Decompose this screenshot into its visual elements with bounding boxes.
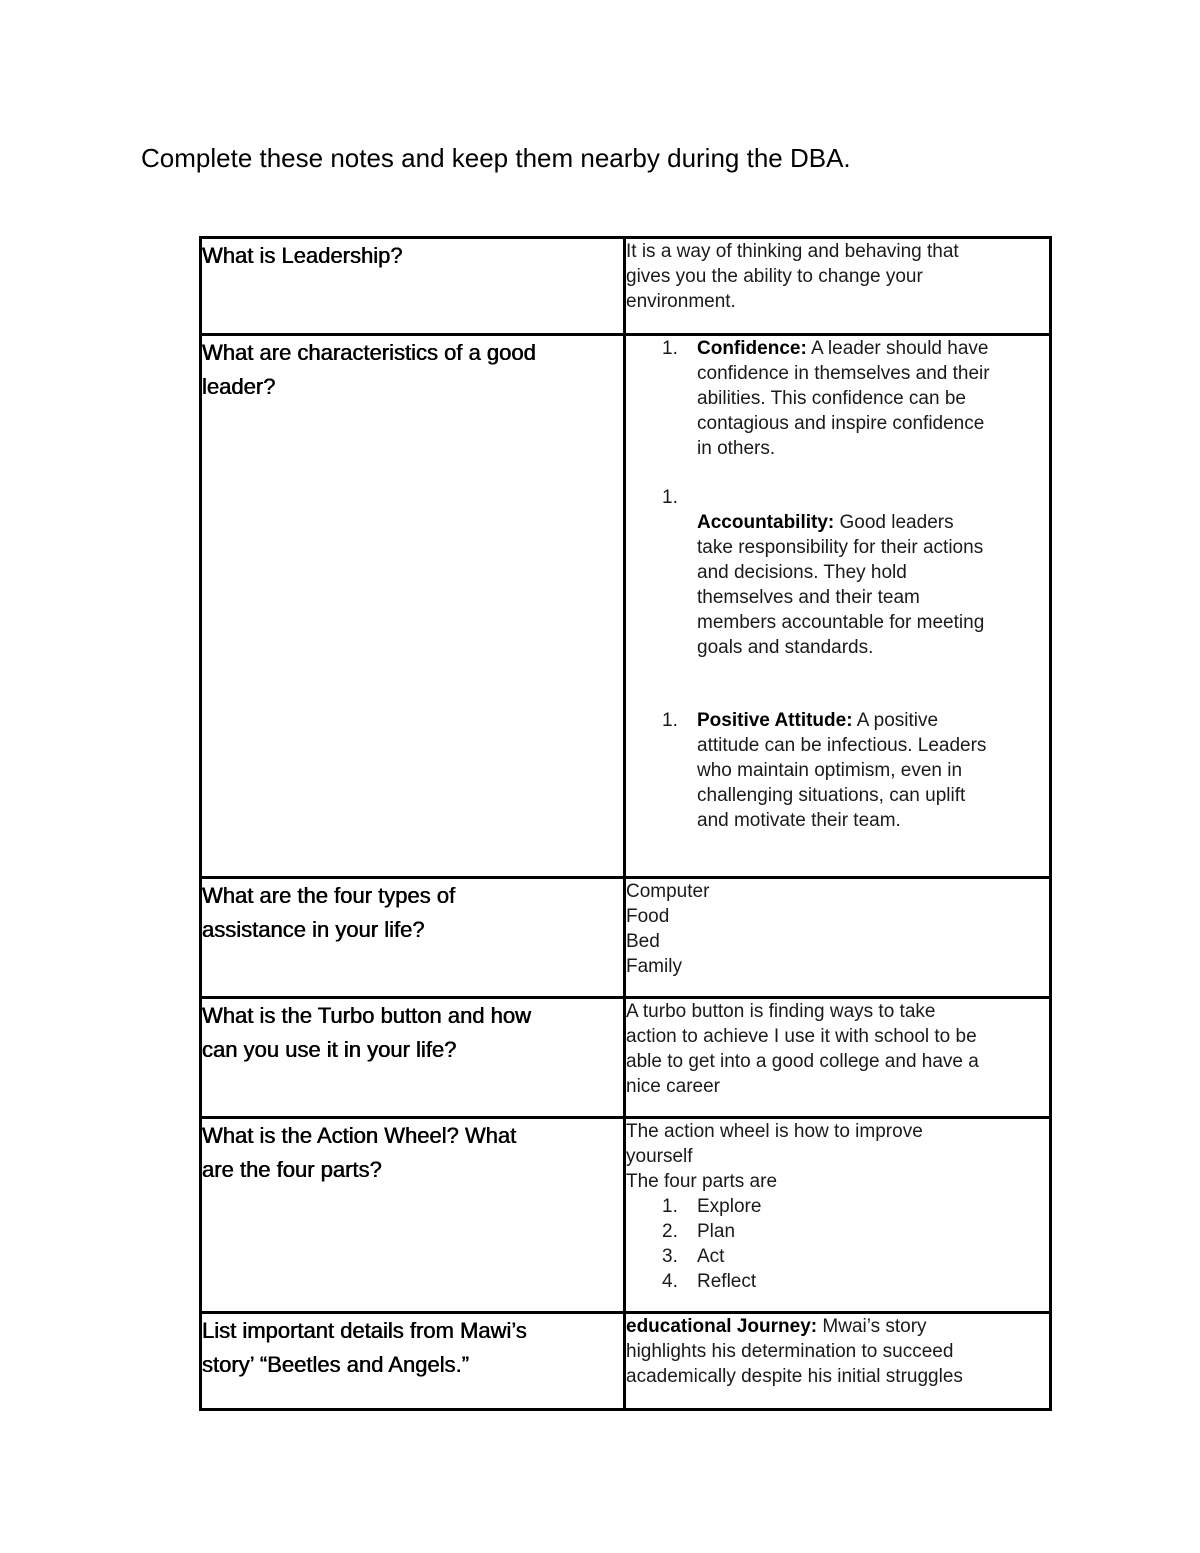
question-text: can you use it in your life?: [202, 1037, 457, 1062]
list-text: goals and standards.: [697, 637, 874, 658]
question-text: leader?: [202, 374, 276, 399]
answer-cell: [625, 238, 1051, 335]
term-label: Accountability:: [697, 512, 835, 533]
question-cell: [201, 1313, 625, 1410]
list-text: attitude can be infectious. Leaders: [697, 735, 987, 756]
answer-line: Mwai’s story: [822, 1316, 927, 1337]
list-number: 1.: [662, 487, 678, 508]
list-text: Plan: [697, 1221, 736, 1242]
list-text: take responsibility for their actions: [697, 537, 984, 558]
list-item: [626, 1269, 1049, 1294]
list-number: 4.: [662, 1271, 678, 1292]
answer-line: The four parts are: [626, 1171, 778, 1192]
list-text: Explore: [697, 1196, 762, 1217]
question-text: What are the four types of: [202, 883, 456, 908]
answer-line: A turbo button is finding ways to take: [626, 1001, 936, 1022]
answer-line: yourself: [626, 1146, 693, 1167]
notes-table: [199, 236, 1052, 1411]
list-number: 3.: [662, 1246, 678, 1267]
answer-line: Family: [626, 956, 682, 977]
answer-line: able to get into a good college and have a: [626, 1051, 979, 1072]
answer-cell: [625, 998, 1051, 1118]
term-label: Positive Attitude:: [697, 710, 853, 731]
list-text: and decisions. They hold: [697, 562, 907, 583]
question-text: assistance in your life?: [202, 917, 425, 942]
list-item: [626, 336, 1049, 461]
list-number: 2.: [662, 1221, 678, 1242]
question-cell: [201, 1118, 625, 1313]
list-text: themselves and their team: [697, 587, 920, 608]
table-row: [201, 1313, 1051, 1410]
question-text: List important details from Mawi’s: [202, 1318, 527, 1343]
page-title: Complete these notes and keep them nearby during the DBA.: [141, 143, 851, 173]
answer-line: Food: [626, 906, 670, 927]
question-text: What is Leadership?: [202, 243, 403, 268]
answer-line: highlights his determination to succeed: [626, 1341, 954, 1362]
question-cell: [201, 335, 625, 878]
table-row: [201, 998, 1051, 1118]
question-text: What is the Action Wheel? What: [202, 1123, 517, 1148]
list-text: who maintain optimism, even in: [697, 760, 963, 781]
answer-line: environment.: [626, 291, 736, 312]
list-number: 1.: [662, 1196, 678, 1217]
list-text: members accountable for meeting: [697, 612, 985, 633]
question-cell: [201, 998, 625, 1118]
list-text: contagious and inspire confidence: [697, 413, 985, 434]
answer-cell: [625, 1313, 1051, 1410]
table-row: [201, 1118, 1051, 1313]
answer-line: The action wheel is how to improve: [626, 1121, 923, 1142]
term-label: educational Journey:: [626, 1316, 818, 1337]
list-item: [626, 1244, 1049, 1269]
list-text: Good leaders: [839, 512, 954, 533]
answer-line: nice career: [626, 1076, 720, 1097]
answer-line: academically despite his initial struggles: [626, 1366, 963, 1387]
question-text: What is the Turbo button and how: [202, 1003, 531, 1028]
table-row: [201, 335, 1051, 878]
list-text: Reflect: [697, 1271, 757, 1292]
list-text: abilities. This confidence can be: [697, 388, 966, 409]
answer-line: Computer: [626, 881, 710, 902]
answer-line: Bed: [626, 931, 660, 952]
answer-line: action to achieve I use it with school to be: [626, 1026, 977, 1047]
question-cell: [201, 238, 625, 335]
list-text: confidence in themselves and their: [697, 363, 990, 384]
list-text: challenging situations, can uplift: [697, 785, 966, 806]
answer-line: gives you the ability to change your: [626, 266, 923, 287]
list-text: Act: [697, 1246, 725, 1267]
list-number: 1.: [662, 710, 678, 731]
list-item: [626, 708, 1049, 833]
answer-cell: [625, 335, 1051, 878]
list-text: in others.: [697, 438, 776, 459]
list-text: and motivate their team.: [697, 810, 901, 831]
table-row: [201, 238, 1051, 335]
question-cell: [201, 878, 625, 998]
list-text: A positive: [856, 710, 939, 731]
question-text: What are characteristics of a good: [202, 340, 536, 365]
answer-line: It is a way of thinking and behaving that: [626, 241, 959, 262]
answer-cell: [625, 1118, 1051, 1313]
answer-cell: [625, 878, 1051, 998]
list-number: 1.: [662, 338, 678, 359]
term-label: Confidence:: [697, 338, 807, 359]
table-row: [201, 878, 1051, 998]
list-text: A leader should have: [811, 338, 989, 359]
list-item: [626, 1219, 1049, 1244]
list-item: [626, 485, 1049, 660]
question-text: are the four parts?: [202, 1157, 382, 1182]
question-text: story’ “Beetles and Angels.”: [202, 1352, 469, 1377]
list-item: [626, 1194, 1049, 1219]
